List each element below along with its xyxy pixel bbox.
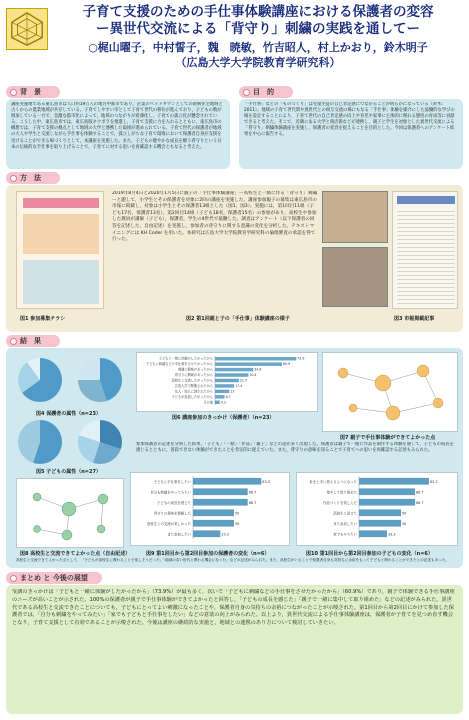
bar	[215, 379, 239, 382]
bullet-icon	[243, 89, 250, 96]
bar	[215, 401, 220, 404]
bar	[215, 357, 296, 360]
bar-value-label: 33.3	[221, 532, 229, 537]
section-header-method: 方 法	[6, 172, 60, 184]
poster-title-line2: ー異世代交流による「背守り」刺繍の実践を通してー	[96, 21, 420, 37]
bar	[193, 488, 248, 495]
method-text: 2019年8月4日と2020年1月5日に親子の「手仕事体験講座」ー高校生と一緒に作る「背守り」刺繍ーと題して，小学生とその保護者を対象に2回の講座を実施した。講座参加親子の募集は東広島市の市報に掲載し，対象は小学生とその保護者13組とした（図1，図3）。実施には，第1回目11組（子ども17名，保護者13名），第2回目14組（子ども18名，保護者15名）の参加があり，高校生や参加した教員が講師（子ども），保護者，学生の4世代で協働した。調査はアンケート（以下保護者の回答を記述した，自由記述）を実施し，参加者の背守りに関する意識の変化を分析した。テキストマイニングには KH Coder を用いた。本研究は広島大学大学院教育学研究科の倫理審査の承認を得て行った。	[112, 191, 318, 243]
bar	[359, 488, 415, 495]
bar-value-label: 50	[235, 522, 240, 527]
section-header-conclusion: まとめ と 今後の展望	[6, 572, 102, 584]
newsletter-article-image	[392, 191, 458, 309]
workshop-photo-1	[322, 191, 388, 243]
bar-category-label: 集中して取り組めた	[326, 490, 357, 495]
bar-value-label: 50	[402, 522, 407, 527]
fig6-bar-chart-svg	[137, 353, 317, 411]
bar	[359, 509, 401, 516]
purpose-box	[239, 99, 463, 169]
bar-value-label: 73.9	[297, 356, 305, 361]
bar	[215, 368, 253, 371]
bar-value-label: 13	[230, 389, 235, 394]
fig7-caption: 図7 親子で手仕事体験ができてよかった点	[340, 435, 436, 441]
bar-category-label: また参加したい	[167, 532, 191, 537]
bar-value-label: 4.3	[220, 400, 226, 405]
bar-value-label: 66.7	[248, 501, 257, 506]
bar-category-label: 子どもの成長を感じた	[157, 501, 191, 506]
bar-category-label: 自分も刺繍をやってみたい	[150, 490, 191, 495]
bar-value-label: 60.9	[282, 362, 291, 367]
bar-value-label: 83.3	[429, 480, 438, 485]
bar-category-label: 子どもが参加したがったから	[171, 394, 213, 399]
bullet-icon	[10, 89, 17, 96]
bar-category-label: 子どもと手仕事をしたい	[153, 480, 191, 485]
fig10-caption: 図10 第1回目から第2回目参加の子どもの変化（n=6）	[306, 551, 433, 557]
background-text: 講座実施地である東広島市は人口約19万人の地方中都市であり，企業のベッドタウンとしての新興住宅地域と古くからの農業地域が共存している。子育てしやすい市として子育て世代の移住が進んでおり，子どもの数が増加している一方で，急激な都市化によって，地域のつながりが希薄化し，子育ての孤立化が懸念されている。こうした中，東広島市では，東広島版ネウボラを推進し，子育て支援に力を入れるとともに，東広島市の構想では，子育て支援の拠点として地域の大学と連携した取組が進められている。子育て世代の保護者が地域の大人や学生と交流しながら手仕事を体験することで，孤立しがちな子育て環境において保護者自身が支援を受けることができる場づくりとして，本講座を実施した。また，子どもの健やかな成長を願う背守りという日本の伝統的な手仕事を取り上げることで，子育てに対する思いを再確認する機会ともなると考えた。	[11, 102, 223, 150]
fig8-co-occurrence-network	[16, 478, 124, 548]
fig5-pie-chart-1	[18, 420, 62, 464]
fig10-bar-chart-svg	[297, 473, 457, 545]
method-box	[6, 185, 463, 332]
fig8-caption: 図8 高校生と交流できてよかった点（自由記述）	[20, 551, 131, 557]
fig10-bar-chart	[296, 472, 458, 546]
conclusion-box	[6, 585, 463, 714]
bar-category-label: 家でもやりたい	[333, 532, 357, 537]
university-logo-icon	[6, 8, 48, 50]
bar-value-label: 8.7	[225, 394, 231, 399]
bar-value-label: 33.3	[387, 532, 396, 537]
bar-value-label: 66.7	[416, 501, 424, 506]
bar-value-label: 66.7	[416, 490, 424, 495]
bar-category-label: 高校生と交流したかったから	[171, 378, 213, 383]
bar-value-label: 21.7	[239, 378, 247, 383]
bar	[215, 384, 234, 387]
poster-authors: ○梶山曜子，中村誓子，魏 暁敏，竹吉昭人，村上かおり，鈴木明子	[88, 41, 428, 54]
bullet-icon	[10, 175, 17, 182]
bar-category-label: 広島大学で開催されたから	[174, 383, 213, 388]
bar	[359, 530, 387, 537]
bar	[193, 530, 220, 537]
bar	[215, 395, 225, 398]
bar-category-label: 背守りの意味を理解した	[153, 511, 191, 516]
fig9-bar-chart-svg	[131, 473, 289, 545]
bar	[193, 509, 234, 516]
section-header-background: 背 景	[6, 86, 60, 98]
bar-category-label: 背守りに興味があったから	[174, 373, 213, 378]
fig7-co-occurrence-network	[322, 352, 458, 432]
bar	[359, 499, 415, 506]
bullet-icon	[10, 338, 17, 345]
background-box	[6, 99, 230, 169]
bar-value-label: 66.7	[248, 490, 257, 495]
bar	[359, 520, 401, 527]
bar	[193, 478, 261, 485]
bar-category-label: その他	[203, 400, 213, 405]
fig7-text: 参加保護者の記述を分析した結果，「子ども」「一緒」「作品」「親子」などの語が多く出現した。保護者は親子で一緒に作品を制作する体験を通して，子どもの成長を感じるとともに，普段できない体験ができたことを肯定的に捉えていた。また，背守りの意味を知ることで子育てへの思いを再確認する記述もみられた。	[136, 442, 454, 454]
fig4-caption: 図4 保護者の属性（n=23）	[36, 411, 101, 417]
fig8-text: 高校生と交流できてよかった点として，「子どもが高校生に教わることで楽しそうだった」「地域の若い世代と関わる機会になった」などの記述がみられた。また，高校生がいることで保護者自身も気持ちに余裕をもって子どもと関わることができたとの記述もあった。	[16, 558, 449, 562]
bar	[215, 390, 229, 393]
bar-category-label: 針を上手に使えるようになった	[309, 480, 357, 485]
bar-category-label: 友人・知人に誘われたから	[174, 389, 213, 394]
poster-affiliation: （広島大学大学院教育学研究科）	[175, 56, 341, 69]
bar-value-label: 30.4	[249, 373, 257, 378]
section-header-results: 結 果	[6, 335, 60, 347]
fig6-caption: 図6 講座参加のきっかけ（保護者）（n=23）	[172, 415, 275, 421]
bar-value-label: 83.3	[262, 480, 270, 485]
workshop-photo-2	[322, 247, 388, 307]
fig4-pie-chart-2	[78, 358, 122, 402]
poster-title-line1: 子育て支援のための手仕事体験講座における保護者の変容	[82, 4, 434, 20]
bar-category-label: また参加したい	[333, 522, 357, 527]
results-box	[6, 348, 463, 568]
fig5-caption: 図5 子どもの属性（n=27）	[36, 469, 101, 475]
fig3-caption: 図3 市報掲載記事	[394, 316, 435, 322]
bar-value-label: 50	[235, 511, 240, 516]
bar	[193, 520, 234, 527]
fig9-caption: 図9 第1回目から第2回目参加の保護者の変化（n=6）	[146, 551, 270, 557]
bar	[215, 362, 282, 365]
fig2-caption: 図2 第1回親と子の「手仕事」体験講座の様子	[186, 316, 290, 322]
bar	[193, 499, 248, 506]
bar	[215, 373, 248, 376]
bar-category-label: 高校生との交流が楽しかった	[146, 522, 191, 527]
bar-value-label: 34.8	[254, 367, 262, 372]
fig1-caption: 図1 参加募集チラシ	[20, 316, 66, 322]
bar	[359, 478, 429, 485]
bar-category-label: 刺繍に興味があったから	[177, 367, 213, 372]
bar-category-label: 子どもに刺繍などの手仕事をさせたかったから	[146, 362, 213, 367]
bar-category-label: 高校生と話せた	[333, 511, 357, 516]
section-header-purpose: 目 的	[239, 86, 293, 98]
conclusion-text: 受講のきっかけは「子どもと一緒に体験がしたかったから」（73.9%）が最も多く，次いで「子どもに刺繍などの手仕事をさせたかったから」（60.9%）であり，親子で体験できる手仕事講座のニーズが高いことが示された。100%の保護者が親子で手仕事体験ができてよかったと回答し，「子どもの成長を感じた」「親子で一緒に集中して取り組めた」などの記述がみられた。異世代である高校生と交流できたことについても，子どもにとってよい刺激になったことや，保護者自身の気持ちの余裕につながったことが示唆された。第1回目から第2回目にかけて参加した保護者では，「自分も刺繍をやってみたい」「家でも子どもと手仕事をしたい」などの意欲の向上がみられた。以上より，異世代交流による手仕事体験講座は，保護者が子育てを見つめ直す機会となり，子育て支援として有効であることが示唆された。今後は講座の継続的な実施と，地域との連携のあり方について検討していきたい。	[12, 589, 455, 627]
bar-value-label: 17.4	[235, 383, 243, 388]
bullet-icon	[10, 575, 17, 582]
bar-category-label: 作品づくりを楽しんだ	[323, 501, 357, 506]
bar-value-label: 50	[402, 511, 407, 516]
bar-category-label: 子どもと一緒に体験がしたかったから	[158, 356, 213, 361]
fig5-pie-chart-2	[78, 420, 122, 464]
poster-header	[0, 0, 469, 88]
fig6-bar-chart	[136, 352, 318, 412]
fig4-pie-chart-1	[18, 358, 62, 402]
purpose-text: 「手仕事」などの「ものづくり」は児童生徒の自己肯定感につながることが明らかになっている（鈴木：2011）。地域の子育て世代間や異世代との相互交流の場にもなる「手仕事」体験を媒介にした協働的な学びの場を設定することにより，子育て世代の自己肯定感の向上や育児や家事に主体的に関わる態度の育成等に貢献できると考えた。そこで，近隣にある大学と商店街などが連携し，親子と学生を対象とした異世代交流による「背守り」刺繍体験講座を実施し，保護者の変容を捉えることを目的とした。今回は保護者へのアンケート結果を中心に報告する。	[244, 102, 455, 138]
fig9-bar-chart	[130, 472, 290, 546]
recruitment-flyer-image	[16, 191, 104, 309]
